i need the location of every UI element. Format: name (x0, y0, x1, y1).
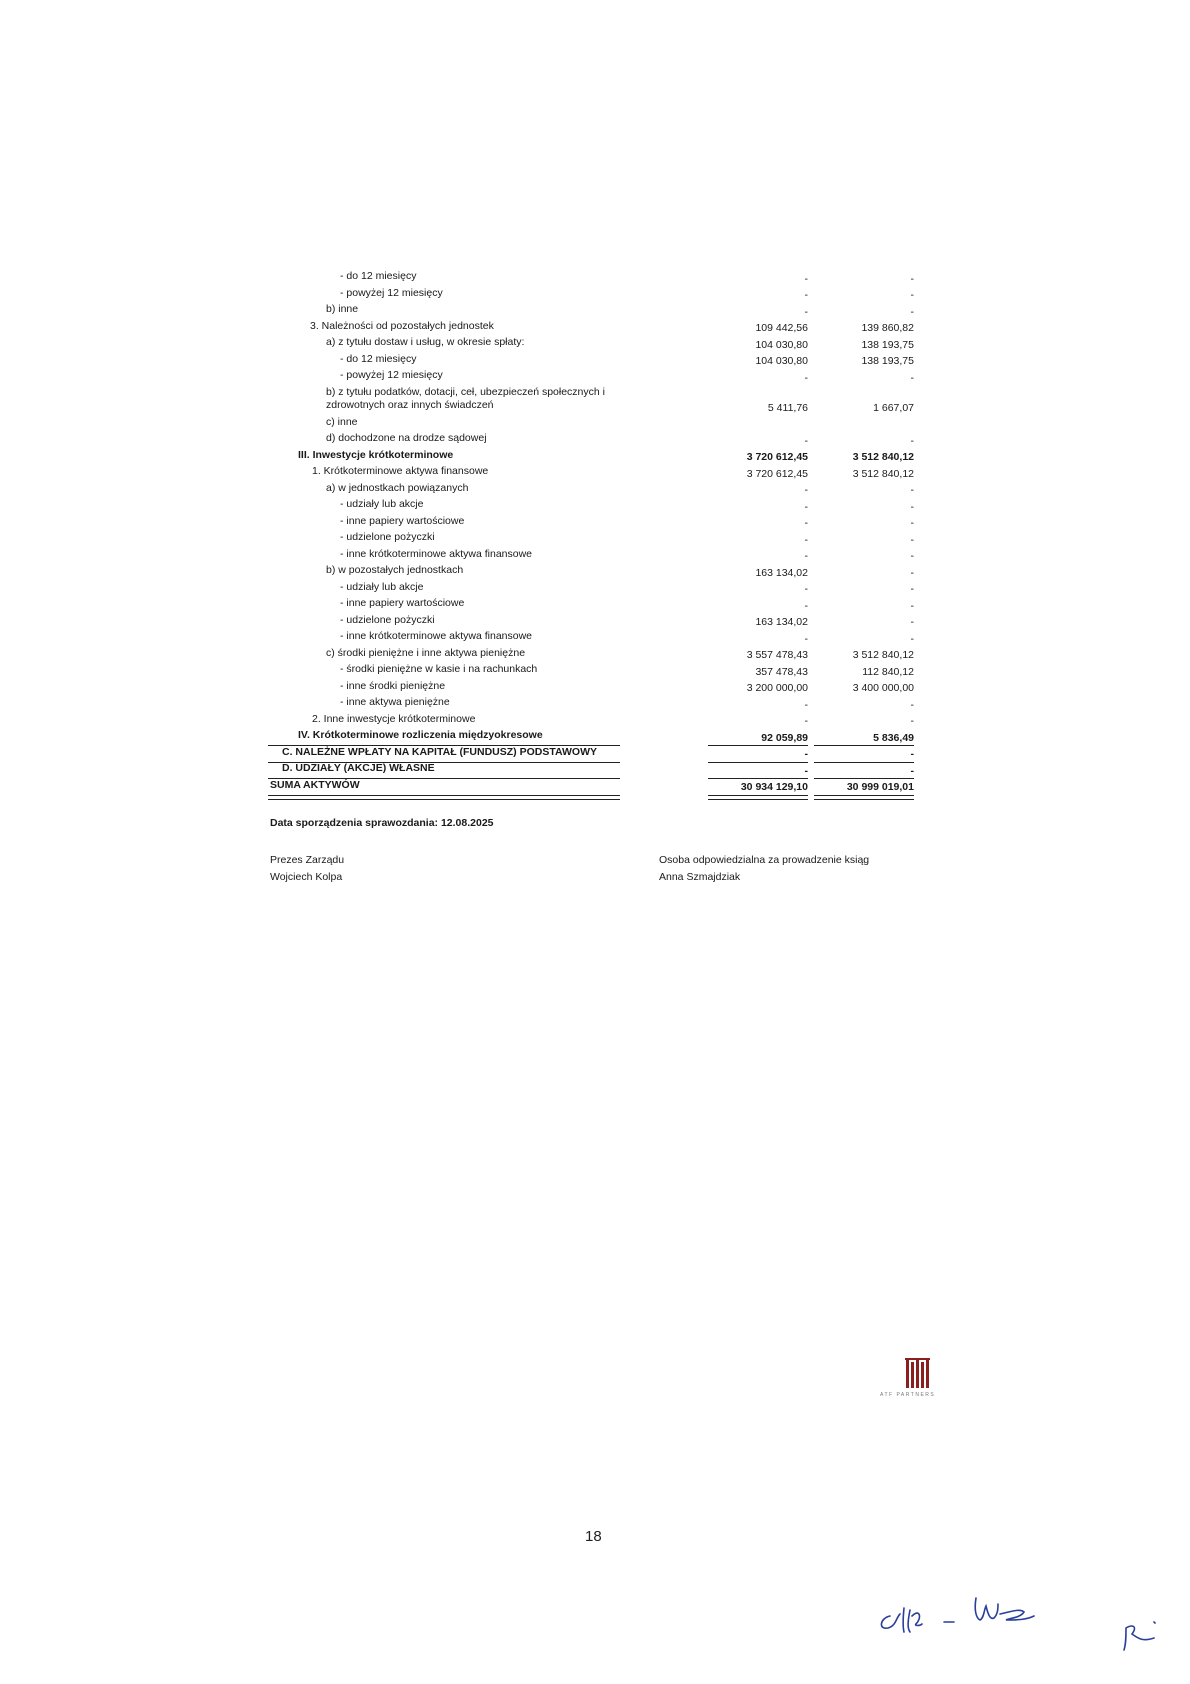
row-label: b) z tytułu podatków, dotacji, ceł, ubezpieczeń społecznych i zdrowotnych oraz innych świadczeń (326, 385, 605, 411)
row-label: - środki pieniężne w kasie i na rachunkach (340, 663, 538, 675)
table-row (268, 778, 918, 795)
row-value-current: 357 478,43 (755, 665, 808, 678)
row-label: III. Inwestycje krótkoterminowe (298, 448, 454, 461)
row-value-current: - (804, 500, 808, 513)
row-label: - udzielone pożyczki (340, 613, 435, 626)
rule-line (268, 745, 620, 746)
table-row (268, 712, 918, 729)
row-value-previous: - (910, 305, 914, 318)
signatory-left-name: Wojciech Kolpa (270, 871, 343, 883)
row-value-previous: - (910, 632, 914, 645)
row-label: - udziały lub akcje (340, 580, 424, 593)
row-label: b) inne (326, 303, 359, 315)
rule-line (268, 762, 620, 763)
row-label: c) inne (326, 415, 358, 428)
row-value-previous: - (910, 484, 914, 496)
row-value-current: - (804, 289, 808, 301)
row-label: C. NALEŻNE WPŁATY NA KAPITAŁ (FUNDUSZ) PODSTAWOWY (282, 745, 597, 758)
handwritten-signatures (870, 1578, 1180, 1658)
row-value-previous: - (910, 698, 914, 711)
row-value-current: - (804, 371, 808, 384)
rule-line (814, 745, 914, 746)
row-value-current: - (804, 715, 808, 727)
row-label: d) dochodzone na drodze sądowej (326, 432, 487, 444)
row-label: a) z tytułu dostaw i usług, w okresie spłaty: (326, 336, 525, 348)
row-value-previous: 3 400 000,00 (852, 682, 914, 694)
row-value-previous: 3 512 840,12 (852, 649, 914, 661)
logo-caption: ATF PARTNERS (880, 1392, 936, 1398)
row-value-current: 30 934 129,10 (740, 781, 808, 793)
row-value-current: - (804, 632, 808, 645)
row-value-previous: 3 512 840,12 (852, 467, 914, 480)
row-label: IV. Krótkoterminowe rozliczenia międzyokresowe (298, 729, 543, 741)
table-row (268, 448, 918, 465)
row-value-current: 163 134,02 (755, 616, 808, 628)
row-value-previous: 30 999 019,01 (846, 781, 914, 793)
row-label: 1. Krótkoterminowe aktywa finansowe (312, 465, 489, 477)
row-label: - inne krótkoterminowe aktywa finansowe (340, 547, 533, 560)
double-rule (708, 795, 808, 800)
row-value-previous: 3 512 840,12 (852, 451, 914, 463)
row-label: - inne papiery wartościowe (340, 514, 465, 527)
row-label: - inne papiery wartościowe (340, 597, 465, 609)
row-label: D. UDZIAŁY (AKCJE) WŁASNE (282, 762, 435, 774)
row-label: 2. Inne inwestycje krótkoterminowe (312, 712, 476, 725)
table-row (268, 319, 918, 336)
row-value-previous: - (910, 583, 914, 595)
table-row (268, 563, 918, 580)
table-row (268, 728, 918, 745)
rule-line (814, 778, 914, 779)
double-rule (268, 795, 620, 800)
row-value-previous: - (910, 533, 914, 546)
rule-line (708, 778, 808, 779)
table-row (268, 368, 918, 385)
row-value-previous: 5 836,49 (873, 731, 914, 744)
table-row (268, 352, 918, 369)
row-label: - do 12 miesięcy (340, 352, 417, 365)
row-value-current: - (804, 305, 808, 318)
row-value-current: 92 059,89 (761, 731, 808, 744)
page-number: 18 (585, 1528, 602, 1545)
table-row (268, 761, 918, 778)
table-row (268, 530, 918, 547)
table-row (268, 385, 918, 415)
table-row (268, 269, 918, 286)
row-label: - inne środki pieniężne (340, 679, 446, 692)
row-value-previous: - (910, 289, 914, 301)
row-value-previous: 139 860,82 (861, 322, 914, 334)
row-value-previous: - (910, 599, 914, 612)
row-label: - powyżej 12 miesięcy (340, 369, 443, 381)
row-value-current: 5 411,76 (767, 401, 808, 414)
table-row (268, 497, 918, 514)
row-value-previous: - (910, 371, 914, 384)
row-label: - powyżej 12 miesięcy (340, 286, 443, 299)
row-value-current: - (804, 517, 808, 529)
row-value-current: - (804, 272, 808, 285)
report-date: Data sporządzenia sprawozdania: 12.08.2025 (270, 817, 494, 829)
row-value-current: - (804, 583, 808, 595)
row-value-current: 3 720 612,45 (746, 467, 808, 480)
table-row (268, 596, 918, 613)
row-value-current: - (804, 748, 808, 760)
table-row (268, 464, 918, 481)
rule-line (814, 762, 914, 763)
row-value-current: - (804, 434, 808, 447)
rule-line (708, 762, 808, 763)
table-row (268, 745, 918, 762)
table-row (268, 613, 918, 630)
row-label: SUMA AKTYWÓW (270, 778, 360, 791)
row-value-previous: - (910, 566, 914, 579)
row-label: - inne krótkoterminowe aktywa finansowe (340, 630, 533, 642)
row-value-current: - (804, 764, 808, 777)
signatory-right (659, 852, 869, 886)
row-label: - udzielone pożyczki (340, 531, 435, 543)
table-row (268, 629, 918, 646)
table-row (268, 302, 918, 319)
balance-sheet-table (268, 269, 918, 794)
table-row (268, 662, 918, 679)
row-value-current: 163 134,02 (755, 566, 808, 579)
row-value-current: 3 557 478,43 (746, 649, 808, 661)
table-row (268, 580, 918, 597)
signatory-right-title: Osoba odpowiedzialna za prowadzenie ksiąg (659, 854, 870, 866)
row-value-current: - (804, 698, 808, 711)
row-value-current: - (804, 599, 808, 612)
row-value-previous: - (910, 764, 914, 777)
table-row (268, 679, 918, 696)
table-row (268, 415, 918, 432)
table-row (268, 335, 918, 352)
row-value-previous: - (910, 272, 914, 285)
row-value-current: 3 720 612,45 (746, 451, 808, 463)
row-label: a) w jednostkach powiązanych (326, 481, 469, 494)
rule-line (708, 745, 808, 746)
row-value-current: 3 200 000,00 (746, 682, 808, 694)
row-label: b) w pozostałych jednostkach (326, 564, 464, 576)
rule-line (268, 778, 620, 779)
signatory-left (270, 852, 344, 886)
row-value-previous: - (910, 616, 914, 628)
table-row (268, 646, 918, 663)
double-rule (814, 795, 914, 800)
row-value-current: - (804, 533, 808, 546)
row-value-previous: - (910, 550, 914, 562)
row-label: - inne aktywa pieniężne (340, 696, 450, 708)
row-value-previous: 112 840,12 (862, 665, 914, 678)
table-row (268, 695, 918, 712)
row-label: - udziały lub akcje (340, 498, 424, 510)
row-value-previous: - (910, 500, 914, 513)
row-value-current: 104 030,80 (755, 355, 808, 367)
row-value-previous: - (910, 517, 914, 529)
table-row (268, 431, 918, 448)
row-value-previous: 1 667,07 (873, 401, 914, 414)
table-row (268, 286, 918, 303)
table-row (268, 514, 918, 531)
row-label: c) środki pieniężne i inne aktywa pieniężne (326, 646, 526, 659)
table-row (268, 481, 918, 498)
row-value-current: - (804, 550, 808, 562)
row-label: - do 12 miesięcy (340, 270, 417, 282)
row-value-current: 109 442,56 (755, 322, 808, 334)
signatory-right-name: Anna Szmajdziak (659, 871, 741, 883)
table-row (268, 547, 918, 564)
row-label: 3. Należności od pozostałych jednostek (310, 319, 494, 332)
row-value-previous: - (910, 715, 914, 727)
signatory-left-title: Prezes Zarządu (270, 854, 345, 866)
row-value-previous: - (910, 748, 914, 760)
row-value-previous: - (910, 434, 914, 447)
row-value-current: - (804, 484, 808, 496)
row-value-previous: 138 193,75 (861, 338, 914, 351)
row-value-previous: 138 193,75 (861, 355, 914, 367)
row-value-current: 104 030,80 (755, 338, 808, 351)
